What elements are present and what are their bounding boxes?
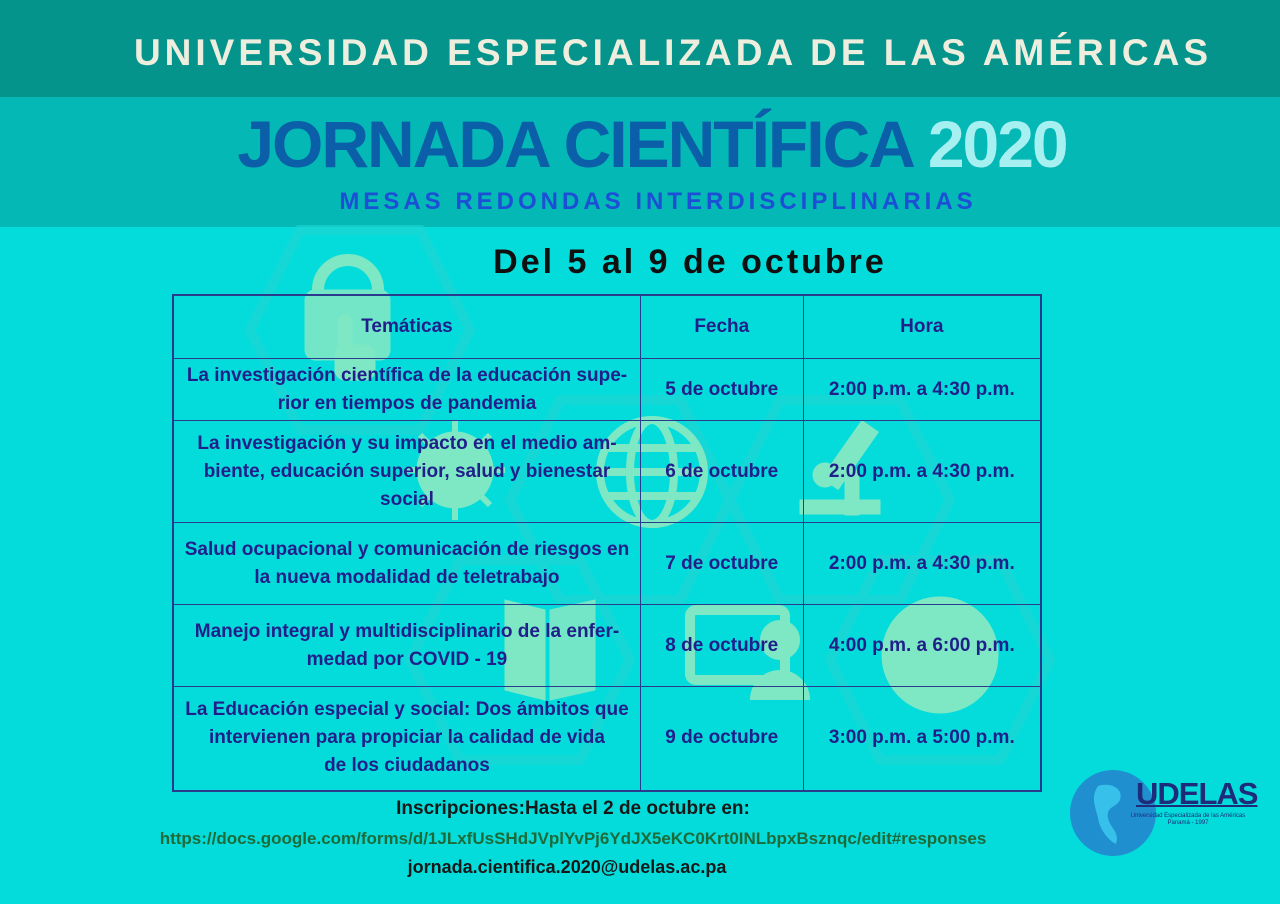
logo-tagline [1128,813,1248,827]
table-row [173,605,1041,687]
university-name: UNIVERSIDAD ESPECIALIZADA DE LAS AMÉRICAS [133,32,1213,73]
table-row [173,359,1041,421]
tema-cell: La investigación y su impacto en el medio am- biente, educación superior, salud y bienestar social [173,421,640,523]
fecha-cell: 5 de octubre [640,359,803,421]
logo-place: Panamá - 1997 [1167,820,1209,826]
tema-cell: Salud ocupacional y comunicación de riesgos en la nueva modalidad de teletrabajo [173,523,640,605]
schedule-table [172,294,1042,792]
table-header-row [173,295,1041,359]
registration-link[interactable]: https://docs.google.com/forms/d/1JLxfUsSHdJVplYvPj6YdJX5eKC0Krt0INLbpxBsznqc/edit#responses [159,829,987,848]
col-header-tematicas: Temáticas [173,295,640,359]
table-row [173,421,1041,523]
tema-cell: Manejo integral y multidisciplinario de la enfer- medad por COVID - 19 [173,605,640,687]
logo-name: UDELAS [1136,776,1258,811]
hora-cell: 3:00 p.m. a 5:00 p.m. [803,687,1041,791]
title-word: JORNADA CIENTÍFICA [237,107,912,181]
fecha-cell: 6 de octubre [640,421,803,523]
col-header-fecha: Fecha [640,295,803,359]
fecha-cell: 7 de octubre [640,523,803,605]
hora-cell: 2:00 p.m. a 4:30 p.m. [803,359,1041,421]
fecha-cell: 9 de octubre [640,687,803,791]
date-range: Del 5 al 9 de octubre [493,243,887,281]
contact-email[interactable]: jornada.cientifica.2020@udelas.ac.pa [407,857,727,877]
col-header-hora: Hora [803,295,1041,359]
fecha-cell: 8 de octubre [640,605,803,687]
hora-cell: 2:00 p.m. a 4:30 p.m. [803,421,1041,523]
hora-cell: 4:00 p.m. a 6:00 p.m. [803,605,1041,687]
table-row [173,687,1041,791]
table-row [173,523,1041,605]
tema-cell: La Educación especial y social: Dos ámbitos que intervienen para propiciar la calidad de vida de los ciudadanos [173,687,640,791]
logo-tagline-text: Universidad Especializada de las Américas [1130,813,1246,819]
title-year: 2020 [927,107,1067,181]
subtitle: MESAS REDONDAS INTERDISCIPLINARIAS [339,188,977,215]
registration-deadline: Inscripciones:Hasta el 2 de octubre en: [396,798,750,819]
tema-cell: La investigación científica de la educación supe- rior en tiempos de pandemia [173,359,640,421]
hora-cell: 2:00 p.m. a 4:30 p.m. [803,523,1041,605]
